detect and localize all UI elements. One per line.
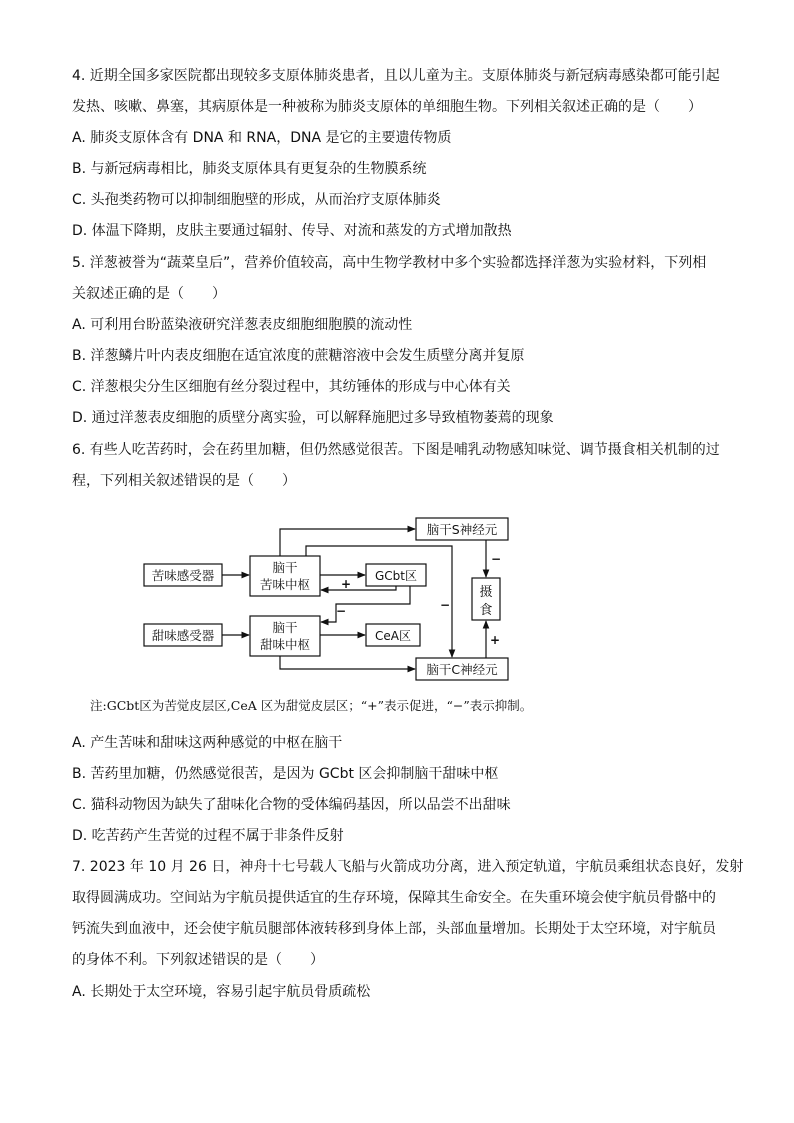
q6-option-a: A. 产生苦味和甜味这两种感觉的中枢在脑干: [72, 735, 343, 751]
bitter-center-label: 苦味中枢: [259, 577, 311, 592]
q4-option-a: A. 肺炎支原体含有 DNA 和 RNA，DNA 是它的主要遗传物质: [72, 130, 452, 146]
minus-sign-s-feeding: −: [491, 552, 502, 566]
feeding-label-1: 摄: [479, 585, 493, 600]
sweet-center-label: 甜味中枢: [259, 637, 311, 652]
q7-stem-line2: 取得圆满成功。空间站为宇航员提供适宜的生存环境，保障其生命安全。在失重环境会使宇航员骨骼中的: [72, 890, 716, 906]
minus-sign-gcbt-inhibit: −: [336, 604, 347, 618]
feeding-label-2: 食: [479, 603, 493, 618]
q6-option-b: B. 苦药里加糖，仍然感觉很苦，是因为 GCbt 区会抑制脑干甜味中枢: [72, 766, 499, 782]
gcbt-label: GCbt区: [374, 569, 418, 583]
bitter-receptor-label: 苦味感受器: [151, 568, 215, 583]
q5-stem-line2: 关叙述正确的是（ ）: [72, 286, 226, 302]
plus-sign-c-feeding: +: [490, 633, 501, 647]
q5-stem-line1: 5. 洋葱被誉为“蔬菜皇后”，营养价值较高，高中生物学教材中多个实验都选择洋葱为实验材料，下列相: [72, 255, 707, 271]
q6-option-c: C. 猫科动物因为缺失了甜味化合物的受体编码基因，所以品尝不出甜味: [72, 797, 511, 813]
q4-stem-line2: 发热、咳嗽、鼻塞，其病原体是一种被称为肺炎支原体的单细胞生物。下列相关叙述正确的是（ ）: [72, 99, 702, 115]
minus-sign-bitter-to-c: −: [440, 598, 451, 612]
q6-option-d: D. 吃苦药产生苦觉的过程不属于非条件反射: [72, 828, 344, 844]
q7-stem-line3: 钙流失到血液中，还会使宇航员腿部体液转移到身体上部，头部血量增加。长期处于太空环境，对宇航员: [72, 921, 716, 937]
plus-sign-gcbt-feedback: +: [341, 577, 352, 591]
diagram-note: 注:GCbt区为苦觉皮层区,CeA 区为甜觉皮层区；“+”表示促进，“−”表示抑制。: [90, 698, 533, 713]
c-neuron-label: 脑干C神经元: [426, 662, 498, 677]
sweet-receptor-label: 甜味感受器: [151, 628, 215, 643]
q4-stem-line1: 4. 近期全国多家医院都出现较多支原体肺炎患者，且以儿童为主。支原体肺炎与新冠病毒感染都可能引起: [72, 68, 720, 84]
q7-stem-line1: 7. 2023 年 10 月 26 日，神舟十七号载人飞船与火箭成功分离，进入预定轨道，宇航员乘组状态良好，发射: [72, 859, 744, 875]
taste-regulation-diagram: [130, 510, 520, 685]
bitter-brainstem-label: 脑干: [272, 560, 298, 575]
s-neuron-label: 脑干S神经元: [426, 522, 498, 537]
q7-stem-line4: 的身体不利。下列叙述错误的是（ ）: [72, 952, 324, 968]
q5-option-c: C. 洋葱根尖分生区细胞有丝分裂过程中，其纺锤体的形成与中心体有关: [72, 379, 511, 395]
q7-option-a: A. 长期处于太空环境，容易引起宇航员骨质疏松: [72, 984, 371, 1000]
q4-option-c: C. 头孢类药物可以抑制细胞壁的形成，从而治疗支原体肺炎: [72, 192, 441, 208]
q5-option-a: A. 可利用台盼蓝染液研究洋葱表皮细胞细胞膜的流动性: [72, 317, 413, 333]
q6-stem-line2: 程，下列相关叙述错误的是（ ）: [72, 473, 296, 489]
cea-label: CeA区: [375, 629, 411, 643]
q5-option-b: B. 洋葱鳞片叶内表皮细胞在适宜浓度的蔗糖溶液中会发生质壁分离并复原: [72, 348, 525, 364]
sweet-brainstem-label: 脑干: [272, 620, 298, 635]
q6-stem-line1: 6. 有些人吃苦药时，会在药里加糖，但仍然感觉很苦。下图是哺乳动物感知味觉、调节摄食相关机制的过: [72, 442, 720, 458]
q4-option-b: B. 与新冠病毒相比，肺炎支原体具有更复杂的生物膜系统: [72, 161, 427, 177]
q4-option-d: D. 体温下降期，皮肤主要通过辐射、传导、对流和蒸发的方式增加散热: [72, 223, 512, 239]
q5-option-d: D. 通过洋葱表皮细胞的质壁分离实验，可以解释施肥过多导致植物萎蔫的现象: [72, 410, 554, 426]
